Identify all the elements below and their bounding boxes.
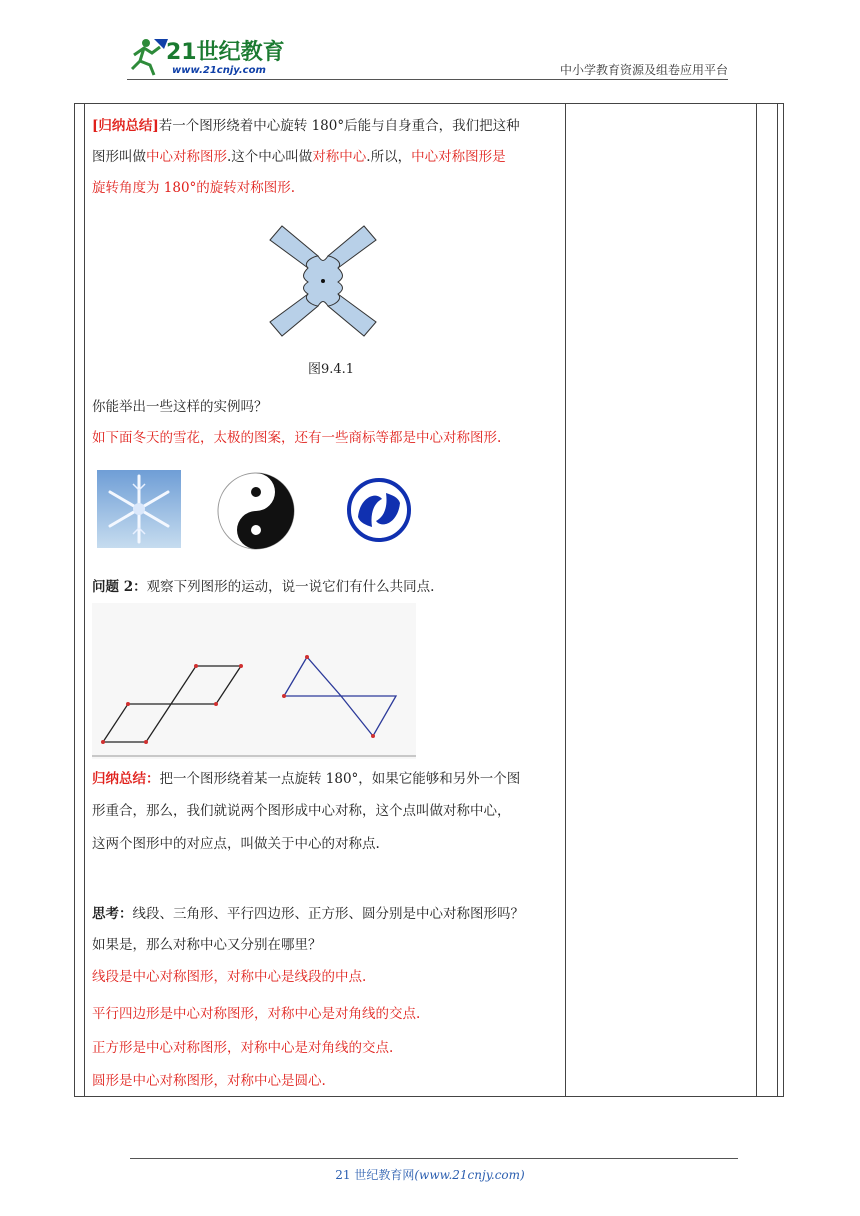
taiji-icon (216, 471, 296, 551)
question-2 (92, 577, 434, 597)
think-line2: 如果是，那么对称中心又分别在哪里？ (92, 937, 322, 953)
answer-parallelogram: 平行四边形是中心对称图形，对称中心是对角线的交点. (92, 1006, 421, 1022)
site-logo (124, 35, 294, 79)
think-label: 思考： (92, 906, 133, 922)
summary1-label: [归纳总结] (92, 118, 159, 134)
summary2-line1 (92, 769, 520, 789)
center-dot (321, 279, 325, 283)
question-2-label: 问题 2： (92, 579, 147, 595)
think-line1 (92, 904, 524, 924)
summary2-line3: 这两个图形中的对应点，叫做关于中心的对称点. (92, 836, 380, 852)
summary1-b-red3: 中心对称图形是 (411, 149, 506, 165)
footer-site: 21 世纪教育网 (335, 1168, 415, 1182)
snowflake-image (97, 470, 181, 548)
summary2-line2: 形重合，那么，我们就说两个图形成中心对称，这个点叫做对称中心， (92, 803, 511, 819)
question-2-text: 观察下列图形的运动，说一说它们有什么共同点. (146, 579, 435, 595)
brand-logo-icon (346, 477, 412, 543)
question-examples: 你能举出一些这样的实例吗？ (92, 399, 268, 415)
header-rule (127, 79, 728, 80)
summary1-b-mid: .这个中心叫做 (227, 149, 313, 165)
summary1-line1 (92, 116, 520, 136)
footer-url[interactable]: (www.21cnjy.com) (414, 1168, 525, 1182)
footer (0, 1166, 860, 1183)
figure-9-4-1 (262, 222, 384, 340)
platform-name: 中小学教育资源及组卷应用平台 (559, 63, 728, 77)
summary1-text-a: 若一个图形绕着中心旋转 180°后能与自身重合，我们把这种 (158, 118, 520, 134)
motion-diagram (92, 603, 416, 759)
svg-text:21世纪教育: 21世纪教育 (166, 40, 285, 65)
answer-circle: 圆形是中心对称图形，对称中心是圆心. (92, 1073, 326, 1089)
right-column (756, 103, 778, 1097)
think-text-a: 线段、三角形、平行四边形、正方形、圆分别是中心对称图形吗？ (132, 906, 524, 922)
svg-text:www.21cnjy.com: www.21cnjy.com (172, 65, 266, 76)
term-center: 对称中心 (312, 149, 367, 165)
summary1-line2 (92, 147, 506, 167)
answer-square: 正方形是中心对称图形，对称中心是对角线的交点. (92, 1040, 394, 1056)
answer-examples: 如下面冬天的雪花，太极的图案，还有一些商标等都是中心对称图形. (92, 430, 502, 446)
runner-icon (132, 39, 168, 75)
summary1-line3: 旋转角度为 180°的旋转对称图形. (92, 180, 296, 196)
summary2-label: 归纳总结： (92, 771, 160, 787)
summary1-b-pre: 图形叫做 (92, 149, 146, 165)
answer-segment: 线段是中心对称图形，对称中心是线段的中点. (92, 969, 367, 985)
footer-rule (130, 1158, 738, 1159)
summary1-b-mid2: .所以， (366, 149, 412, 165)
summary2-text-a: 把一个图形绕着某一点旋转 180°，如果它能够和另外一个图 (159, 771, 521, 787)
term-central-symmetric: 中心对称图形 (146, 149, 227, 165)
figure-caption: 图9.4.1 (308, 362, 355, 377)
